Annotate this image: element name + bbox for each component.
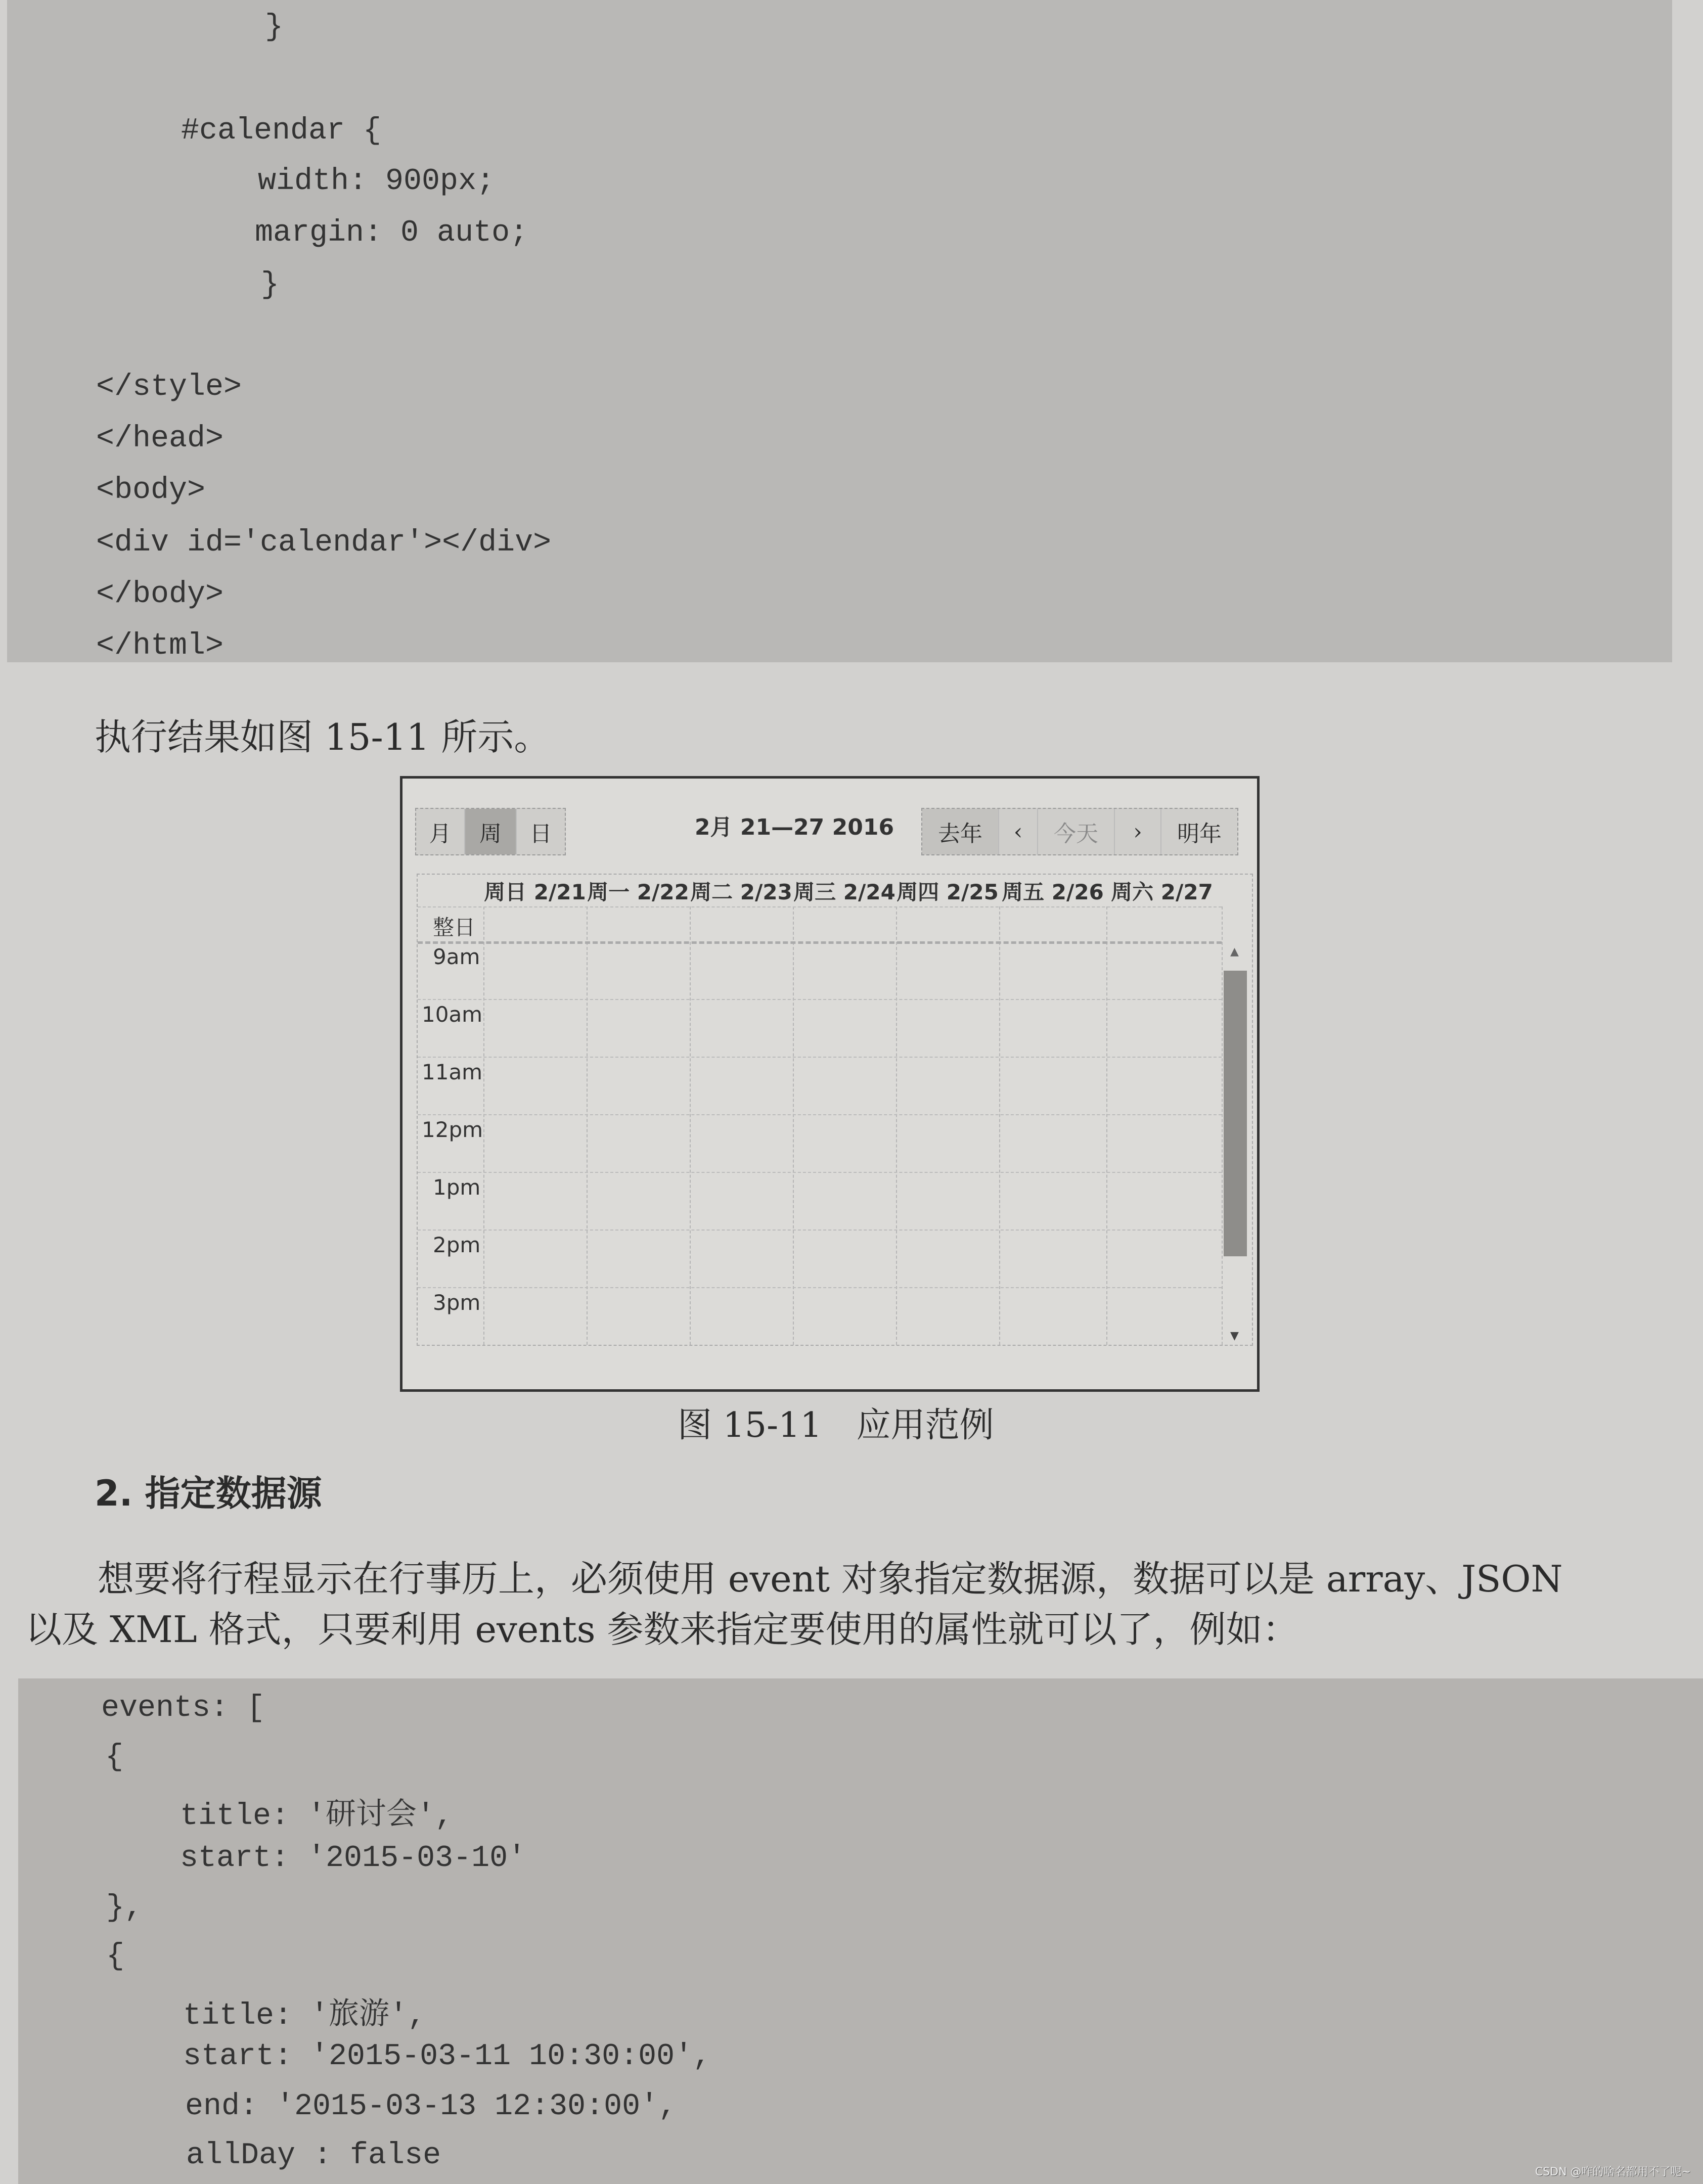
time-label: 11am: [422, 1060, 483, 1084]
code-line: margin: 0 auto;: [255, 216, 528, 250]
day-header: 周一 2/22: [587, 879, 689, 904]
day-header: 周六 2/27: [1111, 879, 1213, 904]
time-label: 9am: [433, 944, 480, 969]
scrollbar[interactable]: [1223, 945, 1248, 1342]
day-header: 周四 2/25: [897, 879, 999, 904]
day-header: 周日 2/21: [484, 879, 586, 904]
time-label: 10am: [422, 1002, 483, 1027]
code-line: {: [105, 1740, 124, 1774]
next-button[interactable]: ›: [1115, 809, 1161, 854]
view-button-group: [415, 808, 566, 855]
month-view-button[interactable]: 月: [416, 809, 465, 854]
calendar-title: 2月 21—27 2016: [694, 814, 894, 840]
time-label: 3pm: [433, 1290, 481, 1315]
scrollbar-thumb[interactable]: [1224, 971, 1247, 1256]
code-line: </body>: [96, 577, 224, 612]
code-line: start: '2015-03-10': [180, 1841, 526, 1876]
day-header: 周五 2/26: [1002, 879, 1104, 904]
intro-text: 执行结果如图 15-11 所示。: [95, 716, 551, 758]
week-grid: [417, 874, 1253, 1346]
code-line: },: [106, 1891, 143, 1925]
code-line: title: '旅游',: [183, 1999, 426, 2033]
figure-caption: 图 15-11 应用范例: [678, 1405, 994, 1445]
paragraph-line: 以及 XML 格式，只要利用 events 参数来指定要使用的属性就可以了，例如：: [25, 1608, 1299, 1651]
code-line: </style>: [96, 370, 242, 404]
time-label: 2pm: [433, 1233, 481, 1257]
nav-button-group: [921, 808, 1238, 855]
code-line: <body>: [96, 473, 206, 508]
code-line: allDay : false: [186, 2138, 441, 2173]
time-label: 12pm: [422, 1117, 483, 1142]
code-line: }: [265, 10, 284, 44]
day-header: 周三 2/24: [793, 879, 895, 904]
scroll-down-icon[interactable]: ▼: [1230, 1330, 1239, 1342]
calendar-figure: [400, 776, 1260, 1392]
code-block-top: [7, 0, 1672, 662]
code-line: events: [: [101, 1691, 265, 1725]
day-view-button[interactable]: 日: [529, 821, 552, 847]
allday-label: 整日: [433, 915, 476, 940]
watermark: CSDN @咋的啥名都用不了呢~: [1535, 2166, 1691, 2178]
code-line: {: [106, 1939, 125, 1974]
code-line: width: 900px;: [258, 164, 495, 199]
code-line: </head>: [96, 422, 224, 456]
code-line: }: [261, 268, 280, 302]
prev-year-button[interactable]: 去年: [922, 809, 999, 854]
code-line: end: '2015-03-13 12:30:00',: [185, 2089, 677, 2124]
day-header: 周二 2/23: [690, 879, 792, 904]
today-button[interactable]: 今天: [1038, 809, 1115, 854]
code-line: <div id='calendar'></div>: [96, 526, 552, 560]
code-line: #calendar {: [181, 114, 382, 148]
prev-button[interactable]: ‹: [999, 809, 1038, 854]
paragraph-line: 想要将行程显示在行事历上，必须使用 event 对象指定数据源，数据可以是 array、JSON: [98, 1558, 1563, 1600]
week-view-button[interactable]: 周: [465, 809, 517, 854]
section-heading: 2. 指定数据源: [95, 1473, 322, 1514]
next-year-button[interactable]: 明年: [1177, 821, 1222, 847]
code-line: </html>: [96, 629, 224, 663]
scroll-up-icon[interactable]: ▲: [1230, 945, 1239, 958]
time-label: 1pm: [433, 1175, 481, 1200]
code-line: start: '2015-03-11 10:30:00',: [183, 2039, 711, 2074]
code-line: title: '研讨会',: [180, 1799, 454, 1834]
